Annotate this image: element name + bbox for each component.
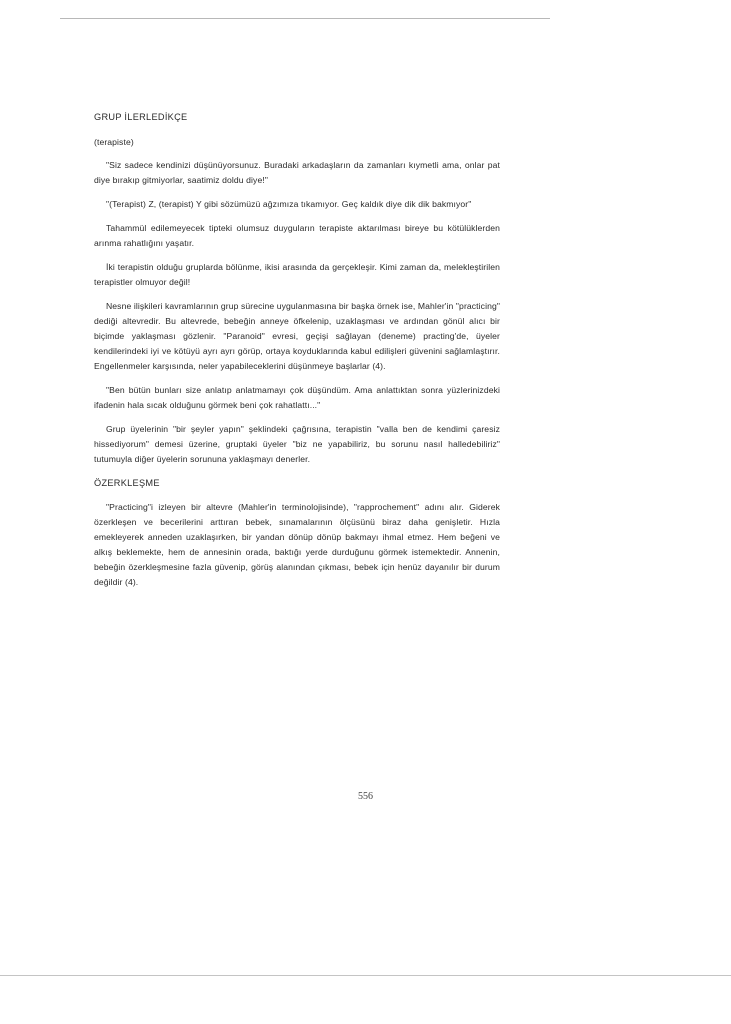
section-heading: GRUP İLERLEDİKÇE xyxy=(94,112,188,122)
section-heading-2: ÖZERKLEŞME xyxy=(94,478,160,488)
scan-edge-bottom xyxy=(0,975,731,976)
paragraph-2: "(Terapist) Z, (terapist) Y gibi sözümüzü ağzımıza tıkamıyor. Geç kaldık diye dik dik bakmıyor" xyxy=(106,199,472,209)
paragraph-5: Nesne ilişkileri kavramlarının grup sürecine uygulanmasına bir başka örnek ise, Mahler'in "practicing" dediği altevredir. Bu altevrede, bebeğin anneye öfkelenip, uzaklaşması ve ardından gönül alıcı bir biçimde yaklaşması gözlenir. "Paranoid" evresi, geçişi sağlayan (deneme) practing'de, üyeler kendilerindeki iyi ve kötüyü ayrı ayrı görüp, ortaya koyduklarında kabul edilişleri güvenini sağlamlaştırır. Engellenmeler karşısında, neler yapabileceklerini düşünmeye başlarlar (4). xyxy=(94,301,500,371)
scan-edge-top xyxy=(60,18,550,19)
page-number: 556 xyxy=(358,791,373,802)
paragraph-6: "Ben bütün bunları size anlatıp anlatmamayı çok düşündüm. Ama anlattıktan sonra yüzlerinizdeki ifadenin hala sıcak olduğunu görmek beni çok rahatlattı..." xyxy=(94,385,500,410)
paragraph-7: Grup üyelerinin "bir şeyler yapın" şeklindeki çağrısına, terapistin "valla ben de kendimi çaresiz hissediyorum" demesi üzerine, gruptaki üyeler "biz ne yapabiliriz, bu sorunu nasıl halledebiliriz" tutumuyla diğer üyelerin sorununa yaklaşmayı denerler. xyxy=(94,424,500,464)
paragraph-3: Tahammül edilemeyecek tipteki olumsuz duyguların terapiste aktarılması bireye bu kötülüklerden arınma rahatlığını yaşatır. xyxy=(94,223,500,248)
document-page xyxy=(94,110,500,599)
section-subheading: (terapiste) xyxy=(94,137,134,147)
paragraph-1: "Siz sadece kendinizi düşünüyorsunuz. Buradaki arkadaşların da zamanları kıymetli ama, onlar pat diye bırakıp gitmiyorlar, saatimiz doldu diye!" xyxy=(94,160,500,185)
paragraph-8: "Practicing"i izleyen bir altevre (Mahler'in terminolojisinde), "rapprochement" adını alır. Giderek özerkleşen ve becerilerini arttıran bebek, sınamalarının ölçüsünü biraz daha genişletir. Hızla emekleyerek anneden uzaklaşırken, bir yandan dönüp dönüp bakmayı ihmal etmez. Hem beğeni ve alkış beklemekte, hem de annesinin orada, baktığı yerde durduğunu görmek istemektedir. Annenin, bebeğin özerkleşmesine fazla güvenip, görüş alanından çıkması, bebek için henüz dayanılır bir durum değildir (4). xyxy=(94,502,500,587)
paragraph-4: İki terapistin olduğu gruplarda bölünme, ikisi arasında da gerçekleşir. Kimi zaman da, melekleştirilen terapistler olmuyor değil! xyxy=(94,262,500,287)
